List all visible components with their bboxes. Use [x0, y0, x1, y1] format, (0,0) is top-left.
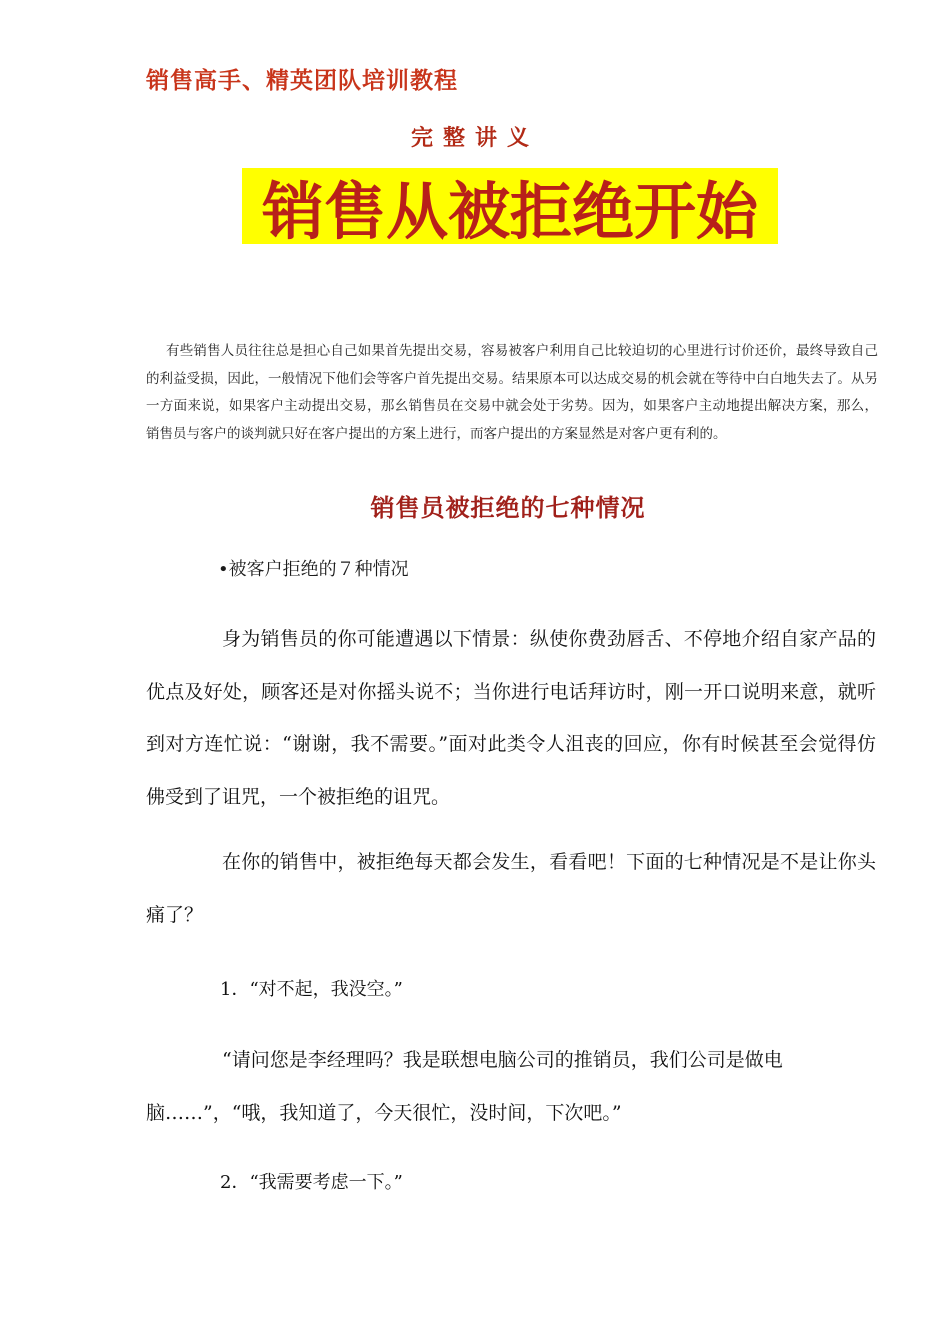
subtitle: 完整讲义 [410, 126, 539, 151]
numbered-item-2: 2．“我需要考虑一下。” [220, 1172, 403, 1193]
course-title: 销售高手、精英团队培训教程 [146, 68, 458, 94]
dialog-paragraph-1: “请问您是李经理吗？我是联想电脑公司的推销员，我们公司是做电脑……”，“哦，我知道了，今天很忙，没时间，下次吧。” [146, 1049, 783, 1124]
body-paragraph-2: 在你的销售中，被拒绝每天都会发生，看看吧！下面的七种情况是不是让你头痛了？ [146, 851, 876, 926]
intro-paragraph: 有些销售人员往往总是担心自己如果首先提出交易，容易被客户利用自己比较迫切的心里进行讨价还价，最终导致自己的利益受损，因此，一般情况下他们会等客户首先提出交易。结果原本可以达成交易的机会就在等待中白白地失去了。从另一方面来说，如果客户主动提出交易，那幺销售员在交易中就会处于劣势。因为，如果客户主动地提出解决方案，那么， 销售员与客户的谈判就只好在客户提出的方案上进行，而客户提出的方案显然是对客户更有利的。 [146, 343, 878, 442]
banner-title: 销售从被拒绝开始 [261, 174, 758, 248]
body-paragraph-1: 身为销售员的你可能遭遇以下情景：纵使你费劲唇舌、不停地介绍自家产品的优点及好处，顾客还是对你摇头说不；当你进行电话拜访时，刚一开口说明来意，就听到对方连忙说：“谢谢，我不需要。”面对此类令人沮丧的回应，你有时候甚至会觉得仿佛受到了诅咒，一个被拒绝的诅咒。 [146, 628, 876, 808]
bullet-item: •被客户拒绝的７种情况 [218, 559, 409, 580]
numbered-item-1: 1．“对不起，我没空。” [220, 979, 403, 1000]
title-banner [242, 168, 778, 248]
section-heading: 销售员被拒绝的七种情况 [370, 493, 646, 522]
